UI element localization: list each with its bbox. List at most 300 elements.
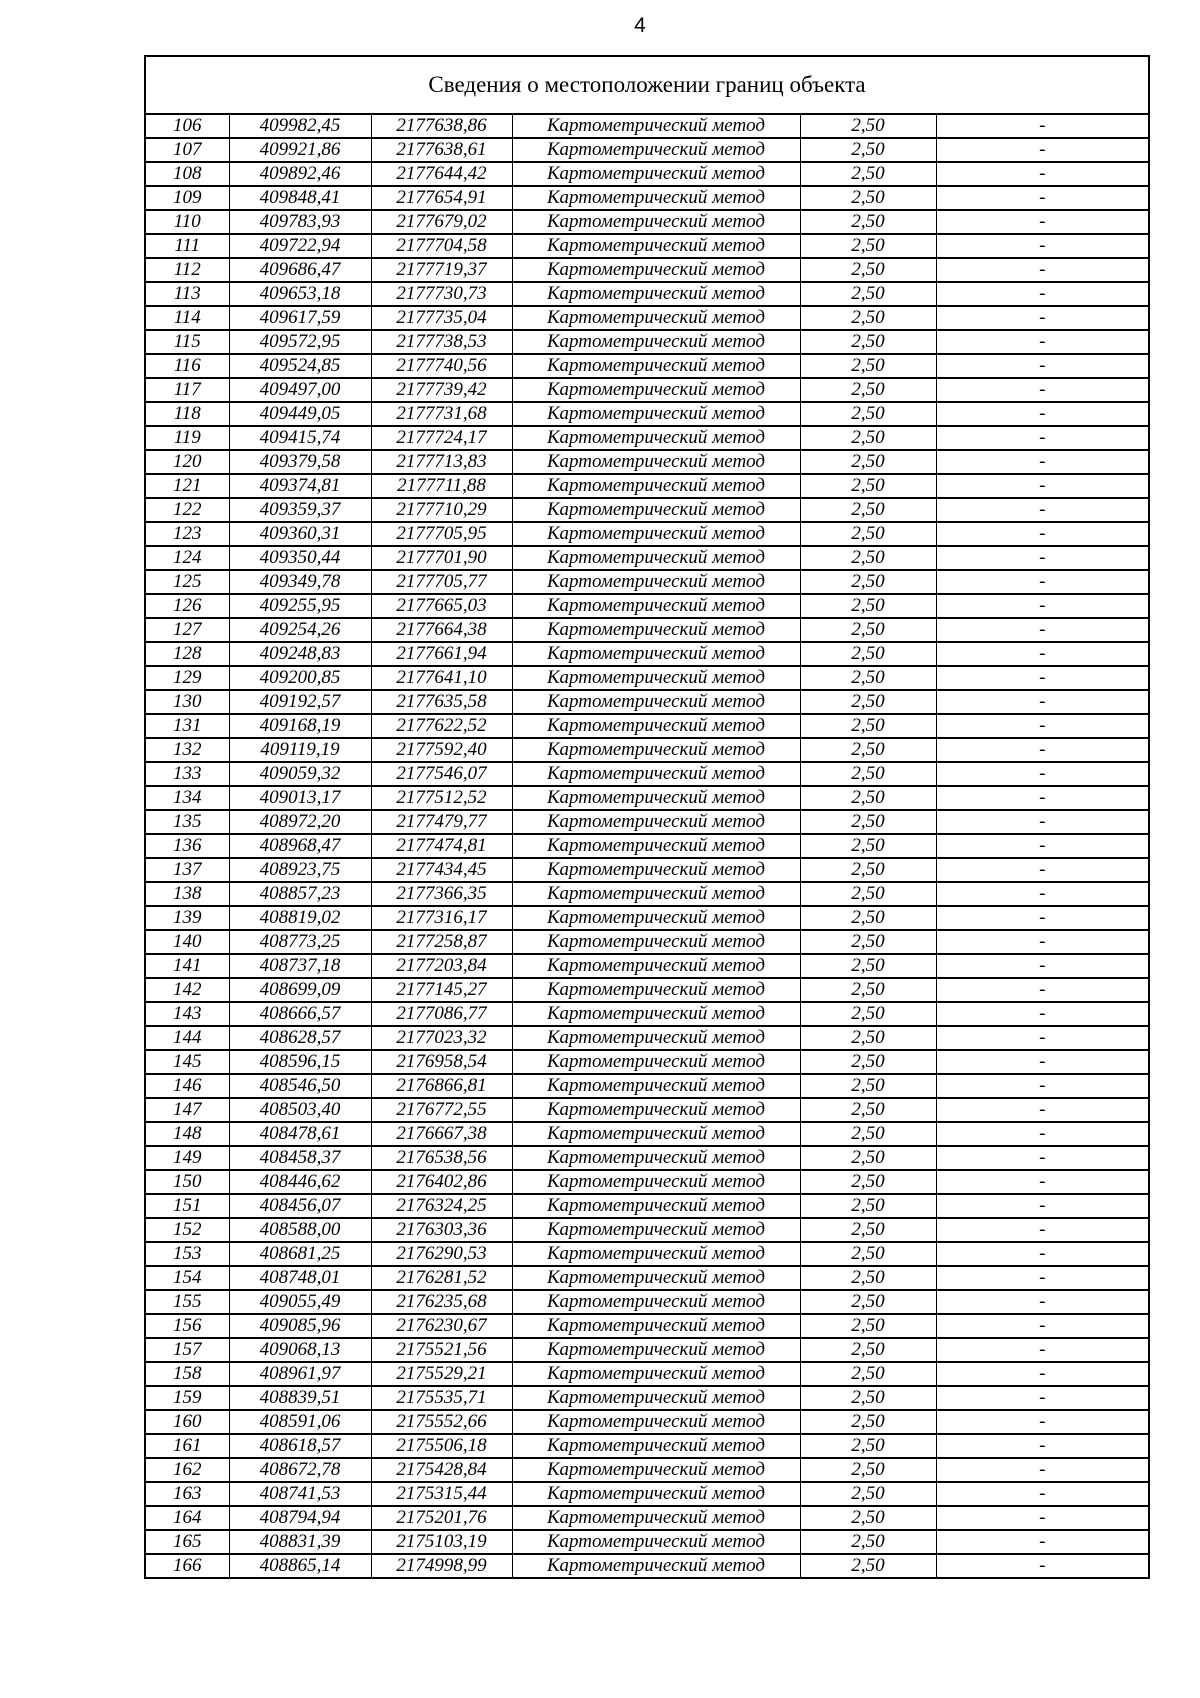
coordinate-y-cell: 2176281,52 xyxy=(371,1266,512,1290)
method-cell: Картометрический метод xyxy=(512,930,800,954)
method-cell: Картометрический метод xyxy=(512,1482,800,1506)
point-number-cell: 150 xyxy=(146,1170,229,1194)
method-cell: Картометрический метод xyxy=(512,834,800,858)
coordinate-y-cell: 2177738,53 xyxy=(371,330,512,354)
coordinate-x-cell: 408596,15 xyxy=(229,1050,371,1074)
coordinate-y-cell: 2176402,86 xyxy=(371,1170,512,1194)
coordinate-y-cell: 2176772,55 xyxy=(371,1098,512,1122)
coordinate-y-cell: 2175552,66 xyxy=(371,1410,512,1434)
accuracy-cell: 2,50 xyxy=(800,522,936,546)
method-cell: Картометрический метод xyxy=(512,906,800,930)
point-number-cell: 141 xyxy=(146,954,229,978)
coordinate-x-cell: 408865,14 xyxy=(229,1554,371,1577)
coordinates-table xyxy=(146,115,1148,1577)
note-cell: - xyxy=(936,666,1148,690)
method-cell: Картометрический метод xyxy=(512,306,800,330)
note-cell: - xyxy=(936,282,1148,306)
table-row xyxy=(146,546,1148,570)
note-cell: - xyxy=(936,930,1148,954)
coordinate-x-cell: 409982,45 xyxy=(229,115,371,138)
method-cell: Картометрический метод xyxy=(512,810,800,834)
coordinate-x-cell: 408503,40 xyxy=(229,1098,371,1122)
method-cell: Картометрический метод xyxy=(512,1098,800,1122)
point-number-cell: 154 xyxy=(146,1266,229,1290)
point-number-cell: 115 xyxy=(146,330,229,354)
table-row xyxy=(146,522,1148,546)
method-cell: Картометрический метод xyxy=(512,1530,800,1554)
point-number-cell: 143 xyxy=(146,1002,229,1026)
note-cell: - xyxy=(1039,1555,1046,1576)
point-number-cell: 137 xyxy=(146,858,229,882)
coordinate-x-cell: 408456,07 xyxy=(229,1194,371,1218)
accuracy-cell: 2,50 xyxy=(800,1434,936,1458)
coordinate-x-cell: 409617,59 xyxy=(229,306,371,330)
table-row xyxy=(146,618,1148,642)
note-cell: - xyxy=(936,450,1148,474)
point-number-cell: 129 xyxy=(146,666,229,690)
note-cell: - xyxy=(936,402,1148,426)
note-cell: - xyxy=(936,378,1148,402)
note-cell: - xyxy=(936,138,1148,162)
accuracy-cell: 2,50 xyxy=(800,954,936,978)
point-number-cell: 110 xyxy=(146,210,229,234)
method-cell: Картометрический метод xyxy=(512,378,800,402)
method-cell: Картометрический метод xyxy=(512,954,800,978)
method-cell: Картометрический метод xyxy=(512,258,800,282)
coordinate-x-cell: 409055,49 xyxy=(229,1290,371,1314)
table-row xyxy=(146,1098,1148,1122)
table-row xyxy=(146,1170,1148,1194)
method-cell: Картометрический метод xyxy=(512,1266,800,1290)
point-number-cell: 160 xyxy=(146,1410,229,1434)
coordinate-x-cell: 408588,00 xyxy=(229,1218,371,1242)
table-row xyxy=(146,162,1148,186)
point-number-cell: 138 xyxy=(146,882,229,906)
method-cell: Картометрический метод xyxy=(512,1122,800,1146)
note-cell: - xyxy=(936,330,1148,354)
coordinate-y-cell: 2177713,83 xyxy=(371,450,512,474)
accuracy-cell: 2,50 xyxy=(800,1242,936,1266)
point-number-cell: 132 xyxy=(146,738,229,762)
coordinate-x-cell: 409254,26 xyxy=(229,618,371,642)
method-cell: Картометрический метод xyxy=(512,1218,800,1242)
note-cell: - xyxy=(936,1482,1148,1506)
table-row xyxy=(146,906,1148,930)
coordinate-x-cell: 409119,19 xyxy=(229,738,371,762)
method-cell: Картометрический метод xyxy=(512,1506,800,1530)
accuracy-cell: 2,50 xyxy=(800,1362,936,1386)
coordinate-x-cell: 409255,95 xyxy=(229,594,371,618)
accuracy-cell: 2,50 xyxy=(800,1050,936,1074)
table-row xyxy=(146,738,1148,762)
table-row xyxy=(146,834,1148,858)
accuracy-cell: 2,50 xyxy=(800,1218,936,1242)
coordinate-y-cell: 2177664,38 xyxy=(371,618,512,642)
accuracy-cell: 2,50 xyxy=(800,930,936,954)
method-cell: Картометрический метод xyxy=(512,714,800,738)
point-number-cell: 128 xyxy=(146,642,229,666)
coordinate-y-cell: 2176230,67 xyxy=(371,1314,512,1338)
coordinate-y-cell: 2177641,10 xyxy=(371,666,512,690)
point-number-cell: 163 xyxy=(146,1482,229,1506)
point-number-cell: 162 xyxy=(146,1458,229,1482)
method-cell: Картометрический метод xyxy=(512,642,800,666)
note-cell: - xyxy=(936,306,1148,330)
point-number-cell: 136 xyxy=(146,834,229,858)
note-cell: - xyxy=(936,906,1148,930)
coordinate-y-cell: 2176958,54 xyxy=(371,1050,512,1074)
point-number-cell: 124 xyxy=(146,546,229,570)
coordinate-y-cell: 2174998,99 xyxy=(371,1554,512,1577)
method-cell: Картометрический метод xyxy=(512,1242,800,1266)
table-row xyxy=(146,426,1148,450)
method-cell: Картометрический метод xyxy=(512,1074,800,1098)
coordinates-table-body xyxy=(146,115,1148,1577)
point-number-cell: 108 xyxy=(146,162,229,186)
table-row xyxy=(146,354,1148,378)
table-row xyxy=(146,1506,1148,1530)
method-cell: Картометрический метод xyxy=(512,1026,800,1050)
coordinate-y-cell: 2177661,94 xyxy=(371,642,512,666)
point-number-cell: 148 xyxy=(146,1122,229,1146)
accuracy-cell: 2,50 xyxy=(800,210,936,234)
coordinate-y-cell: 2177735,04 xyxy=(371,306,512,330)
method-cell: Картометрический метод xyxy=(512,546,800,570)
method-cell: Картометрический метод xyxy=(512,1002,800,1026)
point-number-cell: 134 xyxy=(146,786,229,810)
coordinate-x-cell: 408699,09 xyxy=(229,978,371,1002)
table-row xyxy=(146,1194,1148,1218)
coordinate-y-cell: 2177622,52 xyxy=(371,714,512,738)
table-row xyxy=(146,1242,1148,1266)
coordinate-x-cell: 409572,95 xyxy=(229,330,371,354)
accuracy-cell: 2,50 xyxy=(800,402,936,426)
note-cell: - xyxy=(936,858,1148,882)
coordinate-y-cell: 2177479,77 xyxy=(371,810,512,834)
note-cell: - xyxy=(936,1242,1148,1266)
coordinate-y-cell: 2176324,25 xyxy=(371,1194,512,1218)
note-cell: - xyxy=(936,594,1148,618)
method-cell: Картометрический метод xyxy=(512,330,800,354)
accuracy-cell: 2,50 xyxy=(800,498,936,522)
coordinate-x-cell: 408672,78 xyxy=(229,1458,371,1482)
table-row xyxy=(146,1362,1148,1386)
accuracy-cell: 2,50 xyxy=(800,234,936,258)
note-cell: - xyxy=(936,354,1148,378)
table-row xyxy=(146,954,1148,978)
coordinate-x-cell: 409415,74 xyxy=(229,426,371,450)
point-number-cell: 117 xyxy=(146,378,229,402)
coordinate-x-cell: 409653,18 xyxy=(229,282,371,306)
note-cell: - xyxy=(936,642,1148,666)
accuracy-cell: 2,50 xyxy=(800,1002,936,1026)
method-cell: Картометрический метод xyxy=(512,115,800,138)
coordinate-y-cell: 2177705,77 xyxy=(371,570,512,594)
table-row xyxy=(146,138,1148,162)
accuracy-cell: 2,50 xyxy=(800,162,936,186)
accuracy-cell: 2,50 xyxy=(800,810,936,834)
table-row xyxy=(146,378,1148,402)
table-row xyxy=(146,1410,1148,1434)
table-row xyxy=(146,762,1148,786)
coordinate-x-cell: 408478,61 xyxy=(229,1122,371,1146)
accuracy-cell: 2,50 xyxy=(800,378,936,402)
table-row xyxy=(146,1434,1148,1458)
coordinate-x-cell: 409013,17 xyxy=(229,786,371,810)
note-cell: - xyxy=(936,1410,1148,1434)
coordinate-y-cell: 2177086,77 xyxy=(371,1002,512,1026)
table-row xyxy=(146,978,1148,1002)
method-cell: Картометрический метод xyxy=(512,1194,800,1218)
table-row xyxy=(146,1314,1148,1338)
accuracy-cell: 2,50 xyxy=(800,138,936,162)
point-number-cell: 126 xyxy=(146,594,229,618)
coordinate-y-cell: 2177654,91 xyxy=(371,186,512,210)
point-number-cell: 135 xyxy=(146,810,229,834)
coordinate-x-cell: 408546,50 xyxy=(229,1074,371,1098)
accuracy-cell: 2,50 xyxy=(800,282,936,306)
point-number-cell: 131 xyxy=(146,714,229,738)
table-row xyxy=(146,930,1148,954)
method-cell: Картометрический метод xyxy=(512,1170,800,1194)
note-cell: - xyxy=(936,1098,1148,1122)
table-row xyxy=(146,1074,1148,1098)
coordinate-x-cell: 408968,47 xyxy=(229,834,371,858)
table-row xyxy=(146,234,1148,258)
coordinate-y-cell: 2177635,58 xyxy=(371,690,512,714)
coordinate-x-cell: 408773,25 xyxy=(229,930,371,954)
point-number-cell: 122 xyxy=(146,498,229,522)
table-row xyxy=(146,1146,1148,1170)
coordinate-x-cell: 408741,53 xyxy=(229,1482,371,1506)
table-row xyxy=(146,115,1148,138)
coordinate-y-cell: 2177701,90 xyxy=(371,546,512,570)
table-row xyxy=(146,282,1148,306)
note-cell: - xyxy=(936,498,1148,522)
point-number-cell: 140 xyxy=(146,930,229,954)
coordinate-x-cell: 408961,97 xyxy=(229,1362,371,1386)
coordinate-x-cell: 408794,94 xyxy=(229,1506,371,1530)
method-cell: Картометрический метод xyxy=(512,882,800,906)
coordinate-x-cell: 409783,93 xyxy=(229,210,371,234)
point-number-cell: 106 xyxy=(146,115,229,138)
point-number-cell: 120 xyxy=(146,450,229,474)
note-cell: - xyxy=(936,954,1148,978)
accuracy-cell: 2,50 xyxy=(800,666,936,690)
coordinate-x-cell: 409059,32 xyxy=(229,762,371,786)
point-number-cell: 157 xyxy=(146,1338,229,1362)
coordinate-x-cell: 408446,62 xyxy=(229,1170,371,1194)
coordinate-x-cell: 408839,51 xyxy=(229,1386,371,1410)
coordinate-x-cell: 408923,75 xyxy=(229,858,371,882)
point-number-cell: 145 xyxy=(146,1050,229,1074)
note-cell: - xyxy=(936,115,1148,138)
table-row xyxy=(146,402,1148,426)
method-cell: Картометрический метод xyxy=(512,570,800,594)
coordinate-x-cell: 408591,06 xyxy=(229,1410,371,1434)
coordinate-x-cell: 409085,96 xyxy=(229,1314,371,1338)
method-cell: Картометрический метод xyxy=(512,402,800,426)
point-number-cell: 149 xyxy=(146,1146,229,1170)
point-number-cell: 119 xyxy=(146,426,229,450)
accuracy-cell: 2,50 xyxy=(800,1074,936,1098)
coordinate-y-cell: 2177704,58 xyxy=(371,234,512,258)
coordinate-y-cell: 2177740,56 xyxy=(371,354,512,378)
note-cell: - xyxy=(936,882,1148,906)
coordinate-x-cell: 408681,25 xyxy=(229,1242,371,1266)
page-number: 4 xyxy=(634,14,646,37)
method-cell: Картометрический метод xyxy=(512,1458,800,1482)
table-row xyxy=(146,810,1148,834)
table-row xyxy=(146,858,1148,882)
coordinate-y-cell: 2177724,17 xyxy=(371,426,512,450)
coordinate-y-cell: 2176290,53 xyxy=(371,1242,512,1266)
table-row xyxy=(146,1026,1148,1050)
coordinate-y-cell: 2177474,81 xyxy=(371,834,512,858)
accuracy-cell: 2,50 xyxy=(800,330,936,354)
note-cell: - xyxy=(936,210,1148,234)
point-number-cell: 165 xyxy=(146,1530,229,1554)
method-cell: Картометрический метод xyxy=(512,738,800,762)
note-cell: - xyxy=(936,1458,1148,1482)
accuracy-cell: 2,50 xyxy=(800,1194,936,1218)
note-cell: - xyxy=(936,1386,1148,1410)
accuracy-cell: 2,50 xyxy=(800,1098,936,1122)
coordinate-y-cell: 2177679,02 xyxy=(371,210,512,234)
method-cell: Картометрический метод xyxy=(512,1338,800,1362)
note-cell: - xyxy=(936,1002,1148,1026)
accuracy-cell: 2,50 xyxy=(800,906,936,930)
accuracy-cell: 2,50 xyxy=(800,186,936,210)
point-number-cell: 151 xyxy=(146,1194,229,1218)
table-row xyxy=(146,1290,1148,1314)
coordinate-x-cell: 409497,00 xyxy=(229,378,371,402)
coordinate-x-cell: 409360,31 xyxy=(229,522,371,546)
note-cell: - xyxy=(936,714,1148,738)
table-row xyxy=(146,1530,1148,1554)
point-number-cell: 155 xyxy=(146,1290,229,1314)
accuracy-cell: 2,50 xyxy=(800,834,936,858)
coordinate-x-cell: 408666,57 xyxy=(229,1002,371,1026)
table-row xyxy=(146,498,1148,522)
point-number-cell: 161 xyxy=(146,1434,229,1458)
accuracy-cell: 2,50 xyxy=(800,474,936,498)
table-row xyxy=(146,642,1148,666)
point-number-cell: 121 xyxy=(146,474,229,498)
accuracy-cell: 2,50 xyxy=(800,690,936,714)
accuracy-cell: 2,50 xyxy=(800,1410,936,1434)
coordinate-y-cell: 2177145,27 xyxy=(371,978,512,1002)
method-cell: Картометрический метод xyxy=(512,450,800,474)
accuracy-cell: 2,50 xyxy=(800,642,936,666)
coordinate-y-cell: 2177710,29 xyxy=(371,498,512,522)
coordinate-y-cell: 2176538,56 xyxy=(371,1146,512,1170)
coordinate-x-cell: 409892,46 xyxy=(229,162,371,186)
accuracy-cell: 2,50 xyxy=(800,426,936,450)
method-cell: Картометрический метод xyxy=(512,858,800,882)
coordinate-y-cell: 2177711,88 xyxy=(371,474,512,498)
coordinate-y-cell: 2177644,42 xyxy=(371,162,512,186)
note-cell: - xyxy=(936,786,1148,810)
table-row xyxy=(146,186,1148,210)
table-row xyxy=(146,1386,1148,1410)
coordinate-x-cell: 408737,18 xyxy=(229,954,371,978)
note-cell: - xyxy=(936,1122,1148,1146)
coordinate-y-cell: 2176235,68 xyxy=(371,1290,512,1314)
note-cell: - xyxy=(936,1434,1148,1458)
table-row xyxy=(146,570,1148,594)
coordinate-x-cell: 408831,39 xyxy=(229,1530,371,1554)
accuracy-cell: 2,50 xyxy=(800,258,936,282)
note-cell: - xyxy=(936,810,1148,834)
coordinate-x-cell: 409248,83 xyxy=(229,642,371,666)
table-row xyxy=(146,210,1148,234)
note-cell: - xyxy=(936,1530,1148,1554)
table-row xyxy=(146,1338,1148,1362)
coordinate-x-cell: 409722,94 xyxy=(229,234,371,258)
point-number-cell: 130 xyxy=(146,690,229,714)
method-cell: Картометрический метод xyxy=(512,594,800,618)
accuracy-cell: 2,50 xyxy=(800,714,936,738)
table-row xyxy=(146,1218,1148,1242)
note-cell: - xyxy=(936,690,1148,714)
boundary-table-sheet xyxy=(144,55,1150,1579)
point-number-cell: 139 xyxy=(146,906,229,930)
method-cell: Картометрический метод xyxy=(512,978,800,1002)
method-cell: Картометрический метод xyxy=(512,210,800,234)
note-cell: - xyxy=(936,618,1148,642)
point-number-cell: 164 xyxy=(146,1506,229,1530)
point-number-cell: 152 xyxy=(146,1218,229,1242)
table-row xyxy=(146,330,1148,354)
coordinate-y-cell: 2177512,52 xyxy=(371,786,512,810)
table-row xyxy=(146,450,1148,474)
note-cell: - xyxy=(936,234,1148,258)
accuracy-cell: 2,50 xyxy=(800,978,936,1002)
point-number-cell: 109 xyxy=(146,186,229,210)
accuracy-cell: 2,50 xyxy=(800,1122,936,1146)
coordinate-y-cell: 2177719,37 xyxy=(371,258,512,282)
coordinate-y-cell: 2176667,38 xyxy=(371,1122,512,1146)
method-cell: Картометрический метод xyxy=(512,1362,800,1386)
note-cell: - xyxy=(936,834,1148,858)
coordinate-y-cell: 2176866,81 xyxy=(371,1074,512,1098)
accuracy-cell: 2,50 xyxy=(800,1458,936,1482)
point-number-cell: 123 xyxy=(146,522,229,546)
method-cell: Картометрический метод xyxy=(512,762,800,786)
method-cell: Картометрический метод xyxy=(512,162,800,186)
coordinate-y-cell: 2177638,86 xyxy=(371,115,512,138)
accuracy-cell: 2,50 xyxy=(800,618,936,642)
method-cell: Картометрический метод xyxy=(512,666,800,690)
method-cell: Картометрический метод xyxy=(512,186,800,210)
point-number-cell: 114 xyxy=(146,306,229,330)
point-number-cell: 107 xyxy=(146,138,229,162)
accuracy-cell: 2,50 xyxy=(800,858,936,882)
note-cell: - xyxy=(936,1074,1148,1098)
point-number-cell: 142 xyxy=(146,978,229,1002)
coordinate-y-cell: 2177203,84 xyxy=(371,954,512,978)
note-cell: - xyxy=(936,570,1148,594)
coordinate-x-cell: 408618,57 xyxy=(229,1434,371,1458)
coordinate-y-cell: 2177638,61 xyxy=(371,138,512,162)
note-cell: - xyxy=(936,738,1148,762)
method-cell: Картометрический метод xyxy=(512,1410,800,1434)
coordinate-y-cell: 2177316,17 xyxy=(371,906,512,930)
accuracy-cell: 2,50 xyxy=(800,570,936,594)
table-row xyxy=(146,1482,1148,1506)
coordinate-y-cell: 2177731,68 xyxy=(371,402,512,426)
